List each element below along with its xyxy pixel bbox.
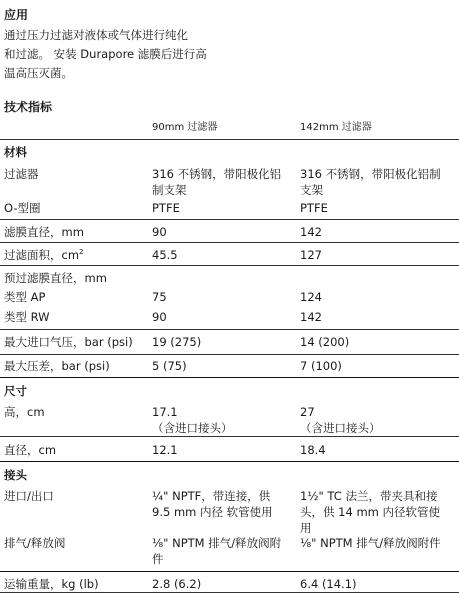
group-fittings <box>0 462 459 483</box>
spec-row-oring <box>0 200 459 220</box>
row-label: 最大进口气压，bar (psi) <box>4 335 133 349</box>
row-label: 预过滤膜直径，mm <box>4 271 107 285</box>
value-142mm: ⅛" NPTM 排气/释放阀附件 <box>300 536 441 550</box>
row-label: 最大压差，bar (psi) <box>4 359 110 373</box>
row-label: 滤膜直径，mm <box>4 225 84 239</box>
spec-row-type-ap <box>0 286 459 307</box>
value-142mm: 127 <box>300 248 322 262</box>
row-label: 过滤器 <box>4 167 39 181</box>
spec-header-row <box>0 117 459 140</box>
spec-row-shipping-weight <box>0 572 459 593</box>
spec-row-diameter <box>0 437 459 462</box>
spec-table <box>0 117 459 593</box>
application-line: 通过压力过滤对液体或气体进行纯化 <box>4 28 188 42</box>
value-90mm: 2.8 (6.2) <box>152 577 202 591</box>
value-90mm: 90 <box>152 225 167 239</box>
value-142mm: 142 <box>300 225 322 239</box>
row-label: 进口/出口 <box>4 489 54 503</box>
value-90mm <box>152 404 292 436</box>
value-main: 27 <box>300 405 315 419</box>
row-label: 排气/释放阀 <box>4 536 66 550</box>
application-heading: 应用 <box>4 8 29 22</box>
spec-row-max-inlet-pressure <box>0 330 459 355</box>
row-label: 直径，cm <box>4 443 57 457</box>
value-note: （含进口接头） <box>152 421 233 435</box>
row-label: 类型 RW <box>4 310 50 324</box>
value-note: （含进口接头） <box>300 421 381 435</box>
value-90mm: 316 不锈钢，带阳极化铝制支架 <box>152 167 282 197</box>
value-90mm: 90 <box>152 310 167 324</box>
value-142mm: 18.4 <box>300 443 326 457</box>
spec-row-type-rw <box>0 307 459 330</box>
row-label <box>4 247 84 263</box>
spec-row-prefilter <box>0 266 459 286</box>
value-142mm: PTFE <box>300 201 328 215</box>
row-label: 高，cm <box>4 405 45 419</box>
row-label-text: 过滤面积，cm <box>4 248 80 262</box>
value-142mm: 316 不锈钢，带阳极化铝制支架 <box>300 167 441 197</box>
spec-row-max-diff-pressure <box>0 355 459 378</box>
spec-row-height <box>0 399 459 437</box>
value-90mm: 12.1 <box>152 443 178 457</box>
value-90mm: 45.5 <box>152 248 178 262</box>
spec-row-filter-area <box>0 243 459 266</box>
row-label: 类型 AP <box>4 290 46 304</box>
value-142mm: 124 <box>300 290 322 304</box>
group-label: 接头 <box>4 468 27 482</box>
group-label: 尺寸 <box>4 384 27 398</box>
group-materials <box>0 140 459 161</box>
value-142mm: 1½" TC 法兰，带夹具和接头，供 14 mm 内径软管使用 <box>300 489 441 535</box>
value-90mm: ⅛" NPTM 排气/释放阀附件 <box>152 536 282 566</box>
group-dimensions <box>0 378 459 399</box>
specs-heading: 技术指标 <box>4 100 53 114</box>
value-142mm: 7 (100) <box>300 359 342 373</box>
application-line: 和过滤。 安装 Durapore 滤膜后进行高 <box>4 47 207 61</box>
value-142mm: 6.4 (14.1) <box>300 577 357 591</box>
superscript: 2 <box>79 248 84 257</box>
column-header-142mm: 142mm 过滤器 <box>300 122 372 133</box>
group-label: 材料 <box>4 145 27 159</box>
row-label: 运输重量，kg (lb) <box>4 577 99 591</box>
value-90mm: 75 <box>152 290 167 304</box>
value-142mm: 142 <box>300 310 322 324</box>
spec-row-inlet-outlet <box>0 483 459 533</box>
value-90mm: 5 (75) <box>152 359 187 373</box>
spec-row-vent-valve <box>0 533 459 572</box>
row-label: O-型圈 <box>4 201 41 215</box>
value-90mm: ¼" NPTF，带连接，供 9.5 mm 内径 软管使用 <box>152 489 273 519</box>
value-142mm: 14 (200) <box>300 335 350 349</box>
value-142mm <box>300 404 448 436</box>
application-text <box>4 26 207 83</box>
value-90mm: 19 (275) <box>152 335 202 349</box>
value-main: 17.1 <box>152 405 178 419</box>
column-header-90mm: 90mm 过滤器 <box>152 122 218 133</box>
spec-row-membrane-diameter <box>0 220 459 243</box>
application-line: 温高压灭菌。 <box>4 66 73 80</box>
spec-row-filter <box>0 161 459 200</box>
value-90mm: PTFE <box>152 201 180 215</box>
